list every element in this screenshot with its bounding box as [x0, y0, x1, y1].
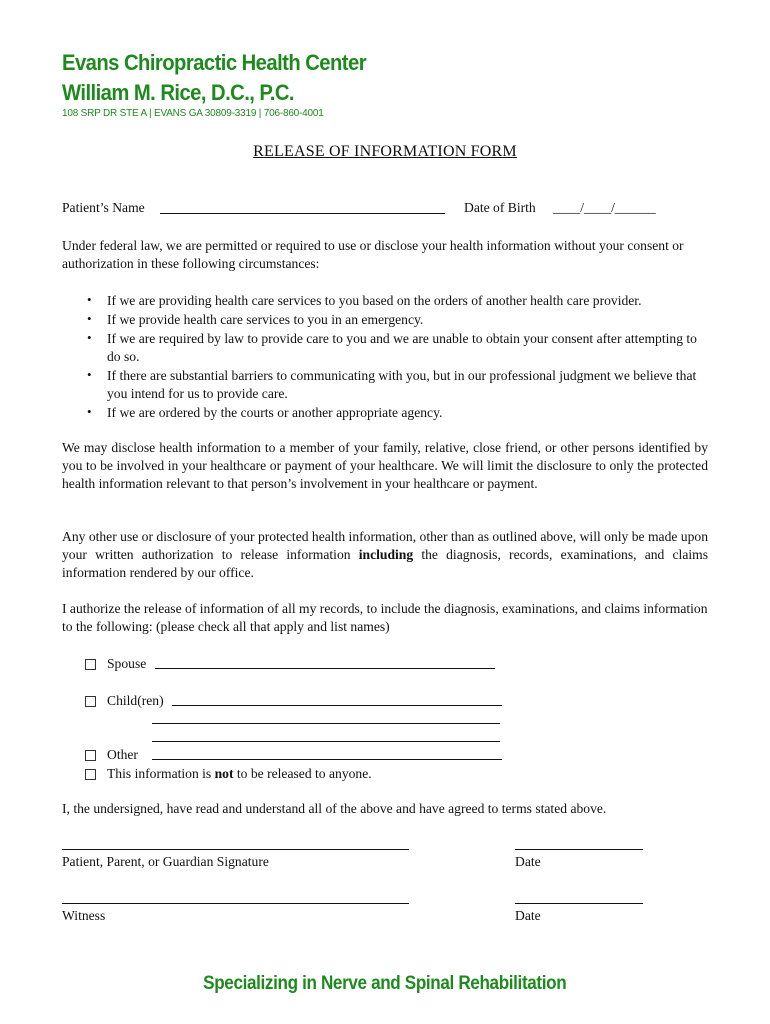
signature-date-line[interactable]: [515, 849, 643, 850]
other-label: Other: [107, 747, 138, 762]
children-checkbox[interactable]: [85, 696, 96, 707]
bullet-item: If there are substantial barriers to communicating with you, but in our professional judgment we believe that you intend for us to provide care.: [107, 368, 697, 401]
clinic-address: 108 SRP DR STE A | EVANS GA 30809-3319 | 706-860-4001: [62, 108, 324, 119]
spouse-name-field[interactable]: [155, 668, 495, 669]
authorize-paragraph: I authorize the release of information of all my records, to include the diagnosis, examinations, and claims information to the following: (please check all that apply and list names): [62, 601, 708, 634]
bullet-dot: •: [87, 330, 92, 345]
family-disclosure-paragraph: We may disclose health information to a member of your family, relative, close friend, or other persons identified by you to be involved in your healthcare or payment of your healthcare. We will limit the disclosure to only the protected health information relevant to that person’s involvement in your healthcare or payment.: [62, 440, 708, 491]
bullet-item: If we are ordered by the courts or another appropriate agency.: [107, 405, 443, 420]
children-name-field-2[interactable]: [152, 723, 500, 724]
witness-line[interactable]: [62, 903, 409, 904]
clinic-name: Evans Chiropractic Health Center: [62, 50, 367, 75]
spouse-checkbox[interactable]: [85, 659, 96, 670]
not-released-checkbox[interactable]: [85, 769, 96, 780]
children-name-field-3[interactable]: [152, 741, 500, 742]
agreement-text: I, the undersigned, have read and understand all of the above and have agreed to terms stated above.: [62, 801, 607, 816]
signature-date-label: Date: [515, 854, 541, 869]
signature-label: Patient, Parent, or Guardian Signature: [62, 854, 269, 869]
witness-label: Witness: [62, 908, 106, 923]
spouse-label: Spouse: [107, 656, 147, 671]
not-released-label: This information is not to be released to anyone.: [107, 766, 372, 781]
witness-date-line[interactable]: [515, 903, 643, 904]
footer-tagline: Specializing in Nerve and Spinal Rehabilitation: [203, 973, 567, 994]
bullet-dot: •: [87, 311, 92, 326]
form-title: RELEASE OF INFORMATION FORM: [253, 143, 517, 160]
dob-label: Date of Birth: [464, 200, 536, 215]
other-name-field[interactable]: [152, 759, 502, 760]
intro-paragraph: Under federal law, we are permitted or required to use or disclose your health information without your consent or authorization in these following circumstances:: [62, 238, 684, 271]
witness-date-label: Date: [515, 908, 541, 923]
signature-line[interactable]: [62, 849, 409, 850]
other-use-paragraph: Any other use or disclosure of your protected health information, other than as outlined above, will only be made upon your written authorization to release information including the diagnosis, records, examinations, and claims information rendered by our office.: [62, 529, 708, 580]
doctor-name: William M. Rice, D.C., P.C.: [62, 80, 294, 105]
bullet-item: If we provide health care services to you in an emergency.: [107, 312, 424, 327]
bullet-dot: •: [87, 292, 92, 307]
children-name-field[interactable]: [172, 705, 502, 706]
bullet-dot: •: [87, 367, 92, 382]
bullet-item: If we are providing health care services to you based on the orders of another health care provider.: [107, 293, 642, 308]
other-checkbox[interactable]: [85, 750, 96, 761]
dob-field[interactable]: ____/____/______: [553, 200, 656, 215]
bullet-item: If we are required by law to provide care to you and we are unable to obtain your consent after attempting to do so.: [107, 331, 697, 364]
bullet-dot: •: [87, 404, 92, 419]
patient-name-field[interactable]: [160, 213, 445, 214]
patient-name-label: Patient’s Name: [62, 200, 145, 215]
children-label: Child(ren): [107, 693, 164, 708]
